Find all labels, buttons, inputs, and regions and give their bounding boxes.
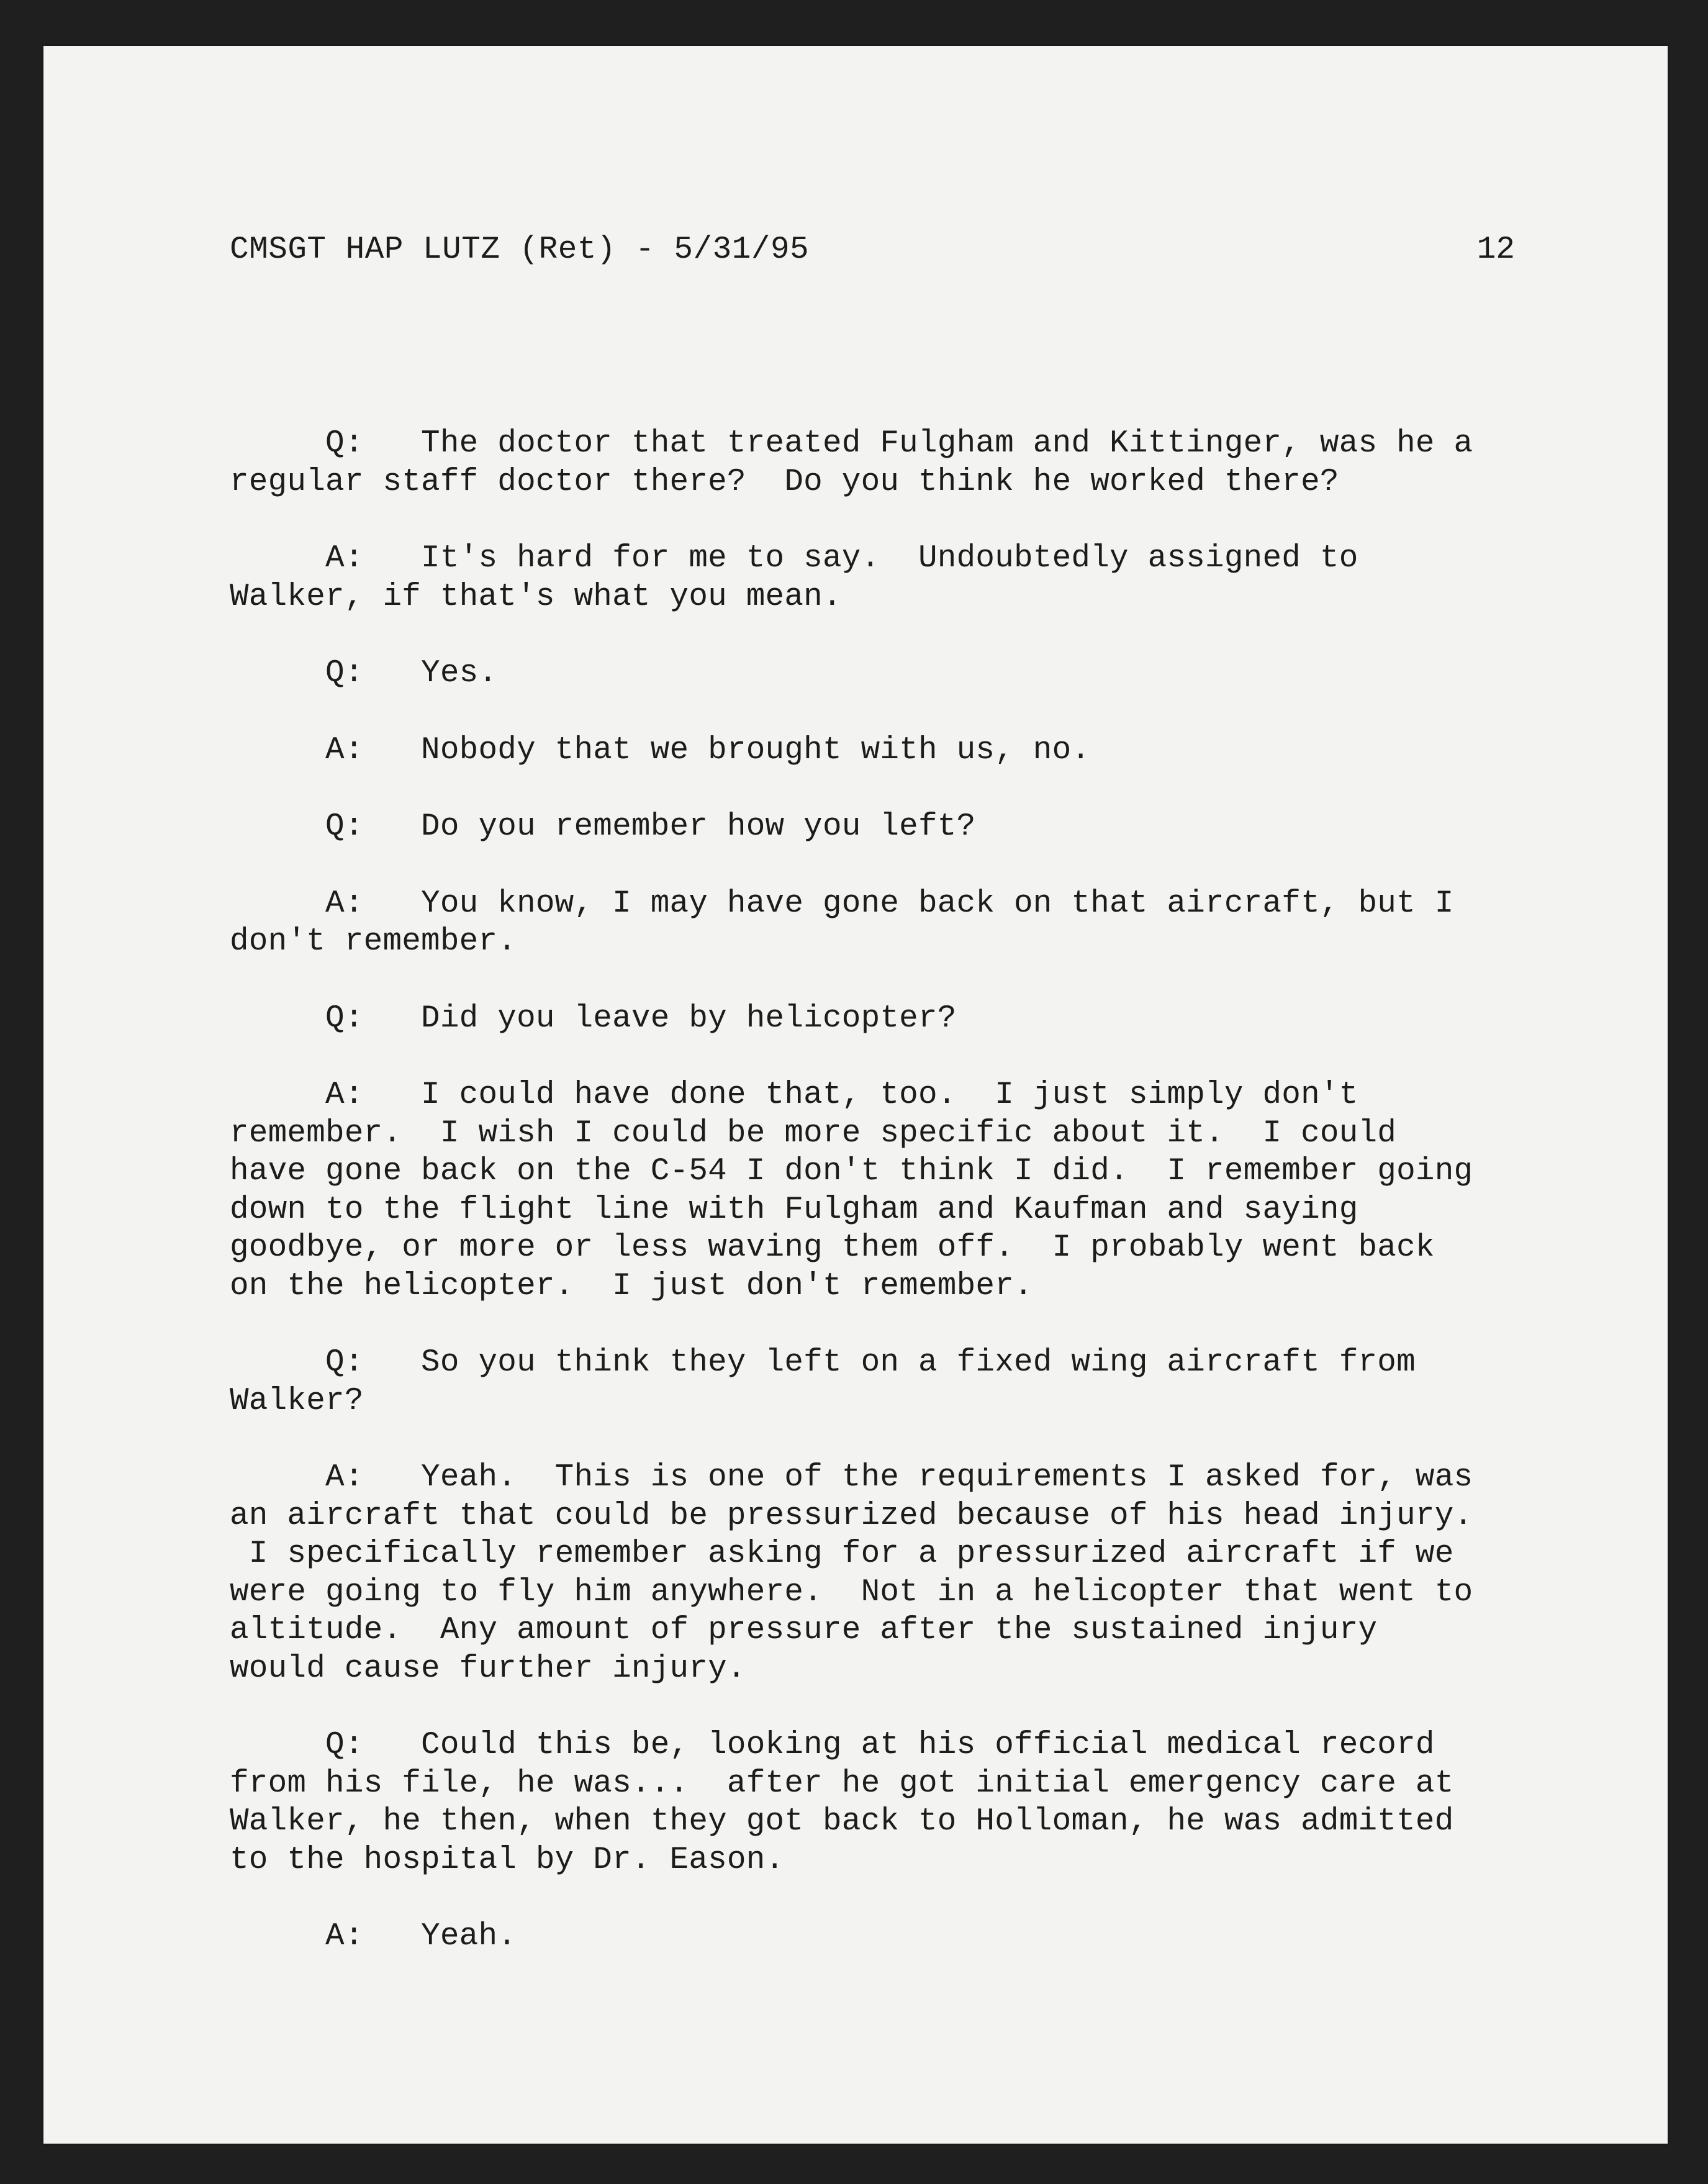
transcript-line: Q: So you think they left on a fixed wing aircraft from [230,1345,1416,1380]
transcript-line: Q: Did you leave by helicopter? [230,1000,957,1036]
transcript-line: A: Yeah. This is one of the requirements I asked for, was [230,1460,1473,1495]
document-page [43,46,1668,2144]
transcript-paragraph [230,1726,1521,1879]
transcript-line: were going to fly him anywhere. Not in a helicopter that went to [230,1574,1473,1610]
transcript-line: goodbye, or more or less waving them off. I probably went back [230,1230,1435,1266]
transcript-line: Walker, he then, when they got back to Holloman, he was admitted [230,1804,1454,1839]
transcript-paragraph [230,1344,1521,1420]
transcript-line: down to the flight line with Fulgham and Kaufman and saying [230,1192,1358,1228]
transcript-line: Walker? [230,1383,364,1419]
transcript-line: Q: Could this be, looking at his official medical record [230,1728,1435,1763]
transcript-paragraph [230,540,1521,616]
transcript-line: regular staff doctor there? Do you think he worked there? [230,464,1339,500]
transcript-line: A: You know, I may have gone back on that aircraft, but I [230,886,1454,922]
transcript-paragraph [230,732,1521,770]
transcript-line: A: It's hard for me to say. Undoubtedly assigned to [230,541,1358,576]
transcript-line: Q: Yes. [230,656,498,691]
transcript-line: to the hospital by Dr. Eason. [230,1842,785,1878]
transcript-line: A: Nobody that we brought with us, no. [230,732,1091,768]
transcript-line: on the helicopter. I just don't remember. [230,1268,1033,1304]
transcript-line: altitude. Any amount of pressure after the sustained injury [230,1613,1378,1648]
transcript-line: Q: Do you remember how you left? [230,809,976,845]
transcript-paragraph [230,1918,1521,1956]
transcript-line: A: I could have done that, too. I just simply don't [230,1077,1358,1113]
transcript-paragraph [230,885,1521,961]
transcript-line: remember. I wish I could be more specific about it. I could [230,1115,1397,1151]
transcript-line: A: Yeah. [230,1919,517,1954]
page-header [230,232,1515,282]
transcript-paragraph [230,655,1521,693]
transcript-body [230,425,1521,1995]
transcript-line: an aircraft that could be pressurized because of his head injury. [230,1498,1473,1534]
transcript-paragraph [230,808,1521,846]
transcript-line: I specifically remember asking for a pressurized aircraft if we [230,1536,1454,1572]
transcript-line: would cause further injury. [230,1651,746,1687]
transcript-line: don't remember. [230,924,517,959]
page-number: 12 [1476,232,1515,268]
transcript-paragraph [230,1459,1521,1688]
transcript-line: Q: The doctor that treated Fulgham and Kittinger, was he a [230,426,1473,461]
transcript-paragraph [230,425,1521,501]
transcript-line: Walker, if that's what you mean. [230,579,842,615]
header-title: CMSGT HAP LUTZ (Ret) - 5/31/95 [230,232,810,268]
transcript-paragraph [230,1076,1521,1305]
transcript-paragraph [230,1000,1521,1038]
transcript-line: have gone back on the C-54 I don't think I did. I remember going [230,1154,1473,1189]
transcript-line: from his file, he was... after he got initial emergency care at [230,1765,1454,1801]
